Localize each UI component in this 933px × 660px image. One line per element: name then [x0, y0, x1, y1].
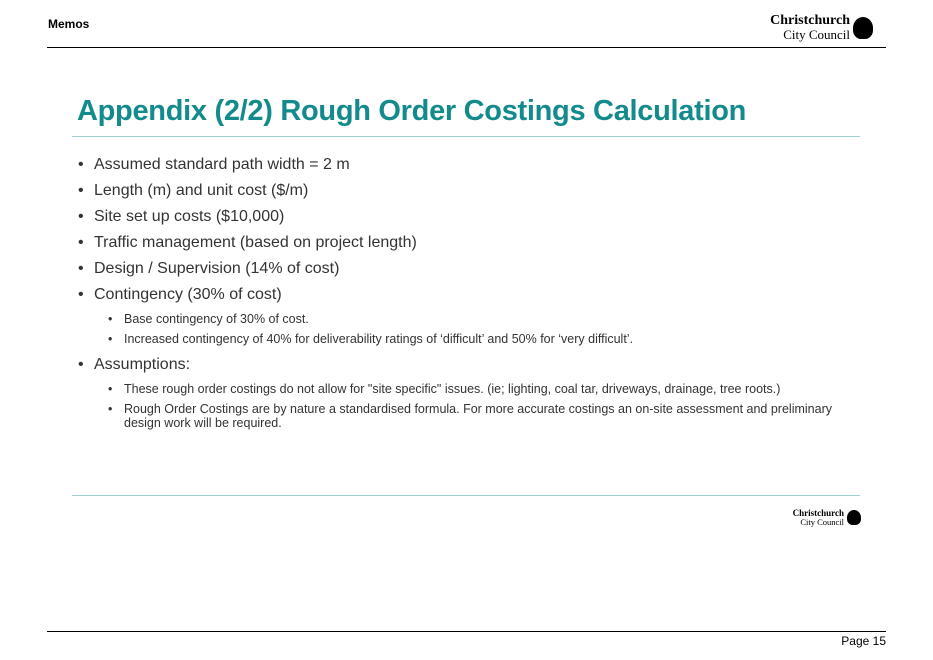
footer-divider-teal: [72, 495, 860, 496]
page-number: Page 15: [841, 634, 886, 648]
sub-item: • Base contingency of 30% of cost.: [94, 312, 848, 326]
list-item: • Site set up costs ($10,000): [78, 204, 848, 230]
slide-logo: [793, 509, 861, 527]
list-item: • Design / Supervision (14% of cost): [78, 256, 848, 282]
tree-logo-icon: [847, 510, 861, 525]
logo-text: City Council: [800, 517, 844, 527]
tree-logo-icon: [853, 17, 873, 39]
sub-item: • These rough order costings do not allow for "site specific" issues. (ie; lighting, coal tar, driveways, drainage, tree roots.): [94, 382, 848, 396]
bullet-list: [78, 152, 848, 436]
footer-divider: [47, 631, 886, 632]
title-divider: [72, 136, 860, 137]
list-item: • Contingency (30% of cost) • Base contingency of 30% of cost. • Increased contingency of 40% for deliverability ratings of ‘difficult’ and 50% for ‘very difficult’.: [78, 282, 848, 346]
header-divider: [47, 47, 886, 48]
logo-text: Christchurch: [792, 508, 844, 518]
logo-text: City Council: [783, 27, 850, 42]
list-item: • Length (m) and unit cost ($/m): [78, 178, 848, 204]
list-item: • Traffic management (based on project length): [78, 230, 848, 256]
header-label: Memos: [48, 17, 90, 31]
list-item: • Assumed standard path width = 2 m: [78, 152, 848, 178]
sub-item: • Rough Order Costings are by nature a standardised formula. For more accurate costings an on-site assessment and preliminary design work will be required.: [94, 402, 848, 430]
page-title: Appendix (2/2) Rough Order Costings Calculation: [77, 95, 747, 127]
header-logo: [770, 14, 873, 41]
sub-item: • Increased contingency of 40% for deliverability ratings of ‘difficult’ and 50% for ‘very difficult’.: [94, 332, 848, 346]
list-item: • Assumptions: • These rough order costings do not allow for "site specific" issues. (ie; lighting, coal tar, driveways, drainage, tree roots.) • Rough Order Costings are by nature a standardised formula. For more accurate costings an on-site assessment and preliminary design work will be required.: [78, 352, 848, 430]
logo-text: Christchurch: [770, 13, 850, 28]
